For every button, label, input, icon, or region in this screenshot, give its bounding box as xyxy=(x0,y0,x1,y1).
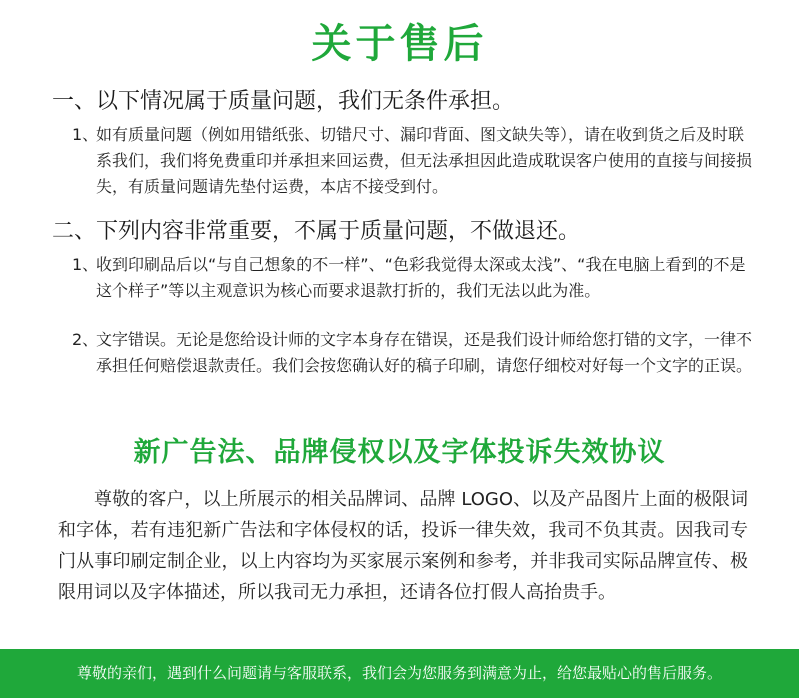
section-2-item-2 xyxy=(72,327,752,379)
item-text: 文字错误。无论是您给设计师的文字本身存在错误，还是我们设计师给您打错的文字，一律不承担任何赔偿退款责任。我们会按您确认好的稿子印刷，请您仔细校对好每一个文字的正误。 xyxy=(96,330,753,375)
page-title: 关于售后 xyxy=(311,21,488,67)
item-text: 如有质量问题（例如用错纸张、切错尺寸、漏印背面、图文缺失等），请在收到货之后及时联系我们，我们将免费重印并承担来回运费，但无法承担因此造成耽误客户使用的直接与间接损失，有质量问题请先垫付运费，本店不接受到付。 xyxy=(96,125,753,196)
item-number: 2、 xyxy=(72,330,99,349)
section-2-item-1 xyxy=(72,252,752,304)
item-number: 1、 xyxy=(72,125,99,144)
agreement-body: 尊敬的客户，以上所展示的相关品牌词、品牌 LOGO、以及产品图片上面的极限词和字体，若有违犯新广告法和字体侵权的话，投诉一律失效，我司不负其责。因我司专门从事印刷定制企业，以上内容均为买家展示案例和参考，并非我司实际品牌宣传、极限用词以及字体描述，所以我司无力承担，还请各位打假人高抬贵手。 xyxy=(58,489,748,603)
footer-banner: 尊敬的亲们，遇到什么问题请与客服联系，我们会为您服务到满意为止，给您最贴心的售后服务。 xyxy=(0,649,799,698)
item-text: 收到印刷品后以“与自己想象的不一样”、“色彩我觉得太深或太浅”、“我在电脑上看到的不是这个样子”等以主观意识为核心而要求退款打折的，我们无法以此为准。 xyxy=(96,255,746,300)
section-1-heading: 一、以下情况属于质量问题，我们无条件承担。 xyxy=(52,89,515,114)
agreement-title: 新广告法、品牌侵权以及字体投诉失效协议 xyxy=(133,437,666,468)
item-number: 1、 xyxy=(72,255,99,274)
section-1-item-1 xyxy=(72,122,752,200)
section-2-heading: 二、下列内容非常重要，不属于质量问题，不做退还。 xyxy=(52,219,581,244)
